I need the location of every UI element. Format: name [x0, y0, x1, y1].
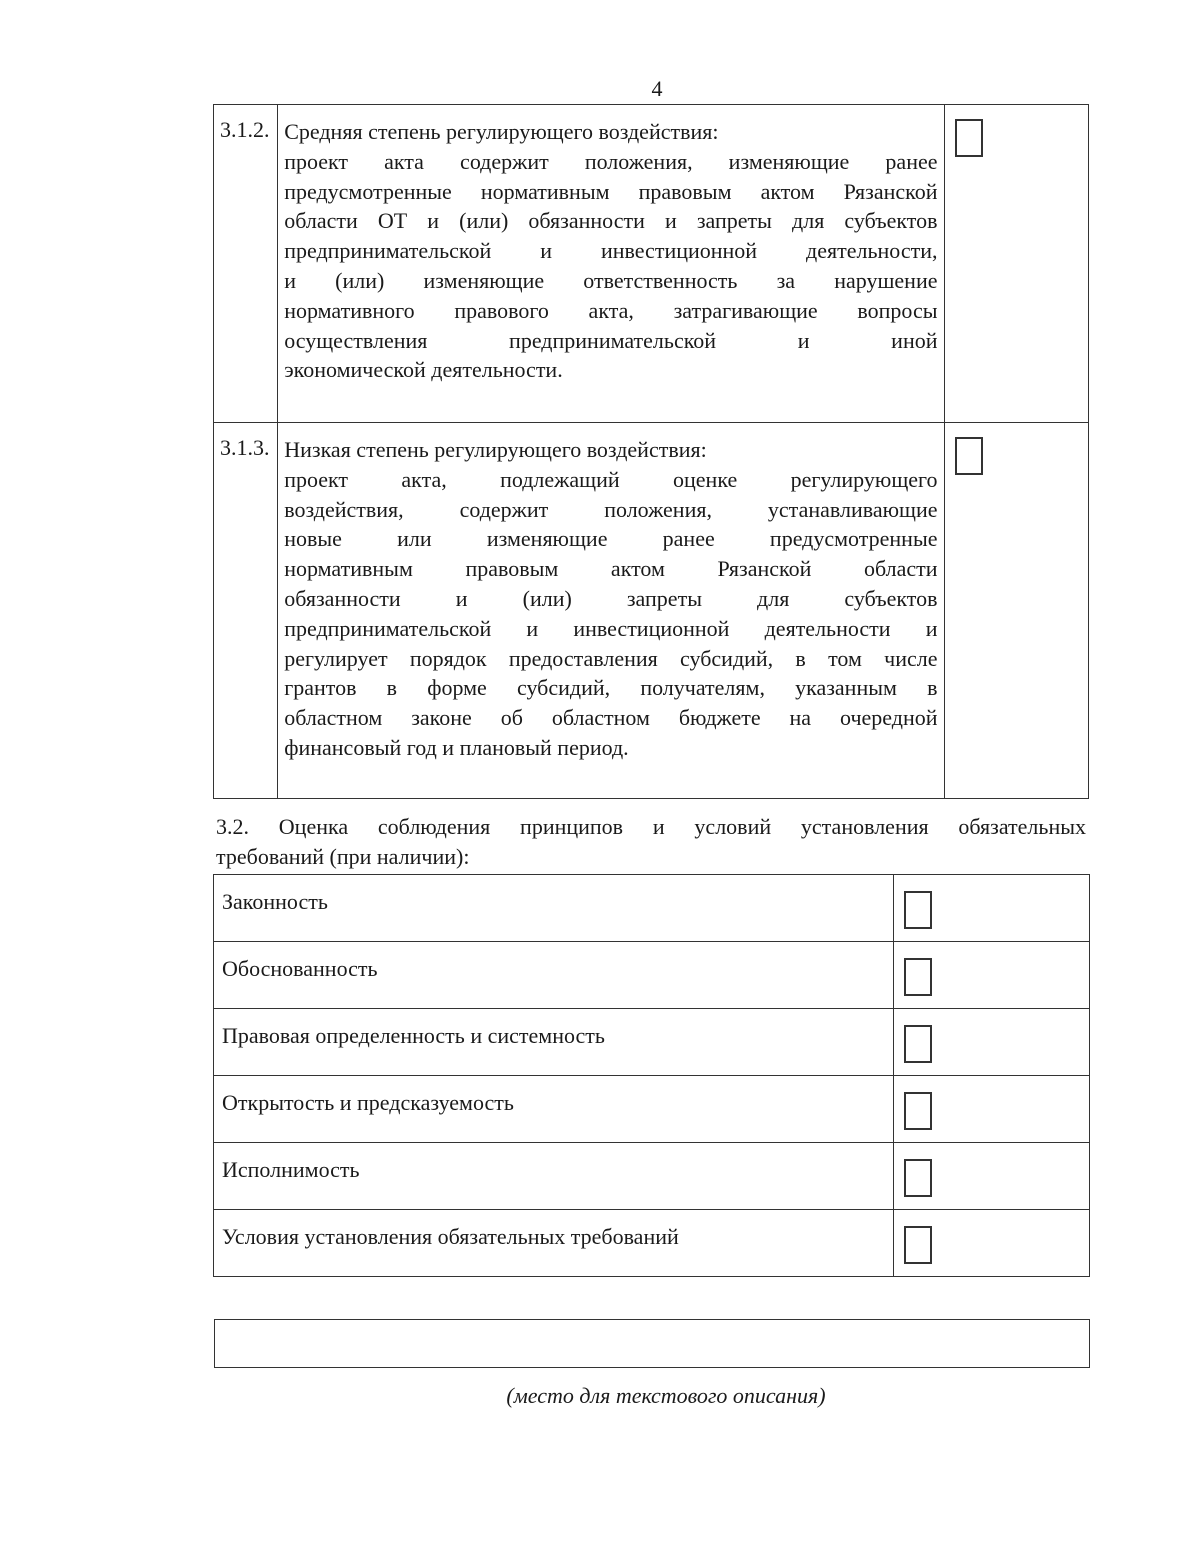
- row-line: осуществления предпринимательской и иной: [284, 327, 938, 353]
- table-row: [214, 105, 1089, 423]
- row-line: грантов в форме субсидий, получателям, указанным в: [284, 675, 938, 701]
- row-line: предпринимательской и инвестиционной деятельности и: [284, 615, 938, 641]
- table-row: [214, 1009, 1090, 1076]
- row-title: Низкая степень регулирующего воздействия:: [284, 437, 707, 462]
- table-row: [214, 1076, 1090, 1143]
- row-line: нормативного правового акта, затрагивающие вопросы: [284, 297, 938, 323]
- row-description: [278, 423, 944, 799]
- heading-line: требований (при наличии):: [216, 844, 470, 869]
- row-line: экономической деятельности.: [284, 357, 563, 383]
- description-caption: (место для текстового описания): [506, 1383, 826, 1408]
- row-title: Средняя степень регулирующего воздействия:: [284, 119, 719, 144]
- row-line: обязанности и (или) запреты для субъектов: [284, 585, 938, 611]
- principle-label: Правовая определенность и системность: [214, 1009, 894, 1076]
- table-row: [214, 875, 1090, 942]
- checkbox-cell: [893, 1009, 1089, 1076]
- checkbox-cell: [944, 105, 1089, 423]
- checkbox-medium-impact[interactable]: [955, 119, 983, 157]
- row-line: регулирует порядок предоставления субсидий, в том числе: [284, 645, 938, 671]
- checkbox-legal-certainty[interactable]: [904, 1025, 932, 1063]
- heading-line: 3.2. Оценка соблюдения принципов и условий установления обязательных: [216, 814, 1086, 839]
- checkbox-openness[interactable]: [904, 1092, 932, 1130]
- page-number: 4: [651, 76, 663, 101]
- principles-table: [213, 874, 1090, 1277]
- row-line: воздействия, содержит положения, устанавливающие: [284, 496, 938, 522]
- principle-label: Обоснованность: [214, 942, 894, 1009]
- row-line: области ОТ и (или) обязанности и запреты для субъектов: [284, 208, 938, 234]
- table-row: [214, 1210, 1090, 1277]
- checkbox-enforceability[interactable]: [904, 1159, 932, 1197]
- row-line: предусмотренные нормативным правовым актом Рязанской: [284, 178, 938, 204]
- row-line: нормативным правовым актом Рязанской области: [284, 556, 938, 582]
- row-number: 3.1.3.: [214, 423, 278, 799]
- row-description: [278, 105, 944, 423]
- principle-label: Законность: [214, 875, 894, 942]
- row-number: 3.1.2.: [214, 105, 278, 423]
- row-line: проект акта, подлежащий оценке регулирующего: [284, 466, 938, 492]
- checkbox-cell: [893, 1210, 1089, 1277]
- checkbox-cell: [893, 875, 1089, 942]
- checkbox-conditions[interactable]: [904, 1226, 932, 1264]
- principle-label: Исполнимость: [214, 1143, 894, 1210]
- section-3-2-heading: [216, 812, 1086, 872]
- table-row: [214, 1143, 1090, 1210]
- checkbox-cell: [893, 1076, 1089, 1143]
- table-row: [214, 942, 1090, 1009]
- row-line: областном законе об областном бюджете на очередной: [284, 705, 938, 731]
- row-line: новые или изменяющие ранее предусмотренные: [284, 526, 938, 552]
- description-text-field[interactable]: [214, 1319, 1090, 1368]
- checkbox-legality[interactable]: [904, 891, 932, 929]
- row-line: проект акта содержит положения, изменяющие ранее: [284, 148, 938, 174]
- row-line: финансовый год и плановый период.: [284, 734, 629, 760]
- table-row: [214, 423, 1089, 799]
- checkbox-cell: [893, 1143, 1089, 1210]
- regulatory-impact-table: [213, 104, 1089, 799]
- principle-label: Условия установления обязательных требований: [214, 1210, 894, 1277]
- checkbox-cell: [944, 423, 1089, 799]
- checkbox-cell: [893, 942, 1089, 1009]
- row-line: предпринимательской и инвестиционной деятельности,: [284, 238, 938, 264]
- row-line: и (или) изменяющие ответственность за нарушение: [284, 267, 938, 293]
- principle-label: Открытость и предсказуемость: [214, 1076, 894, 1143]
- checkbox-low-impact[interactable]: [955, 437, 983, 475]
- checkbox-validity[interactable]: [904, 958, 932, 996]
